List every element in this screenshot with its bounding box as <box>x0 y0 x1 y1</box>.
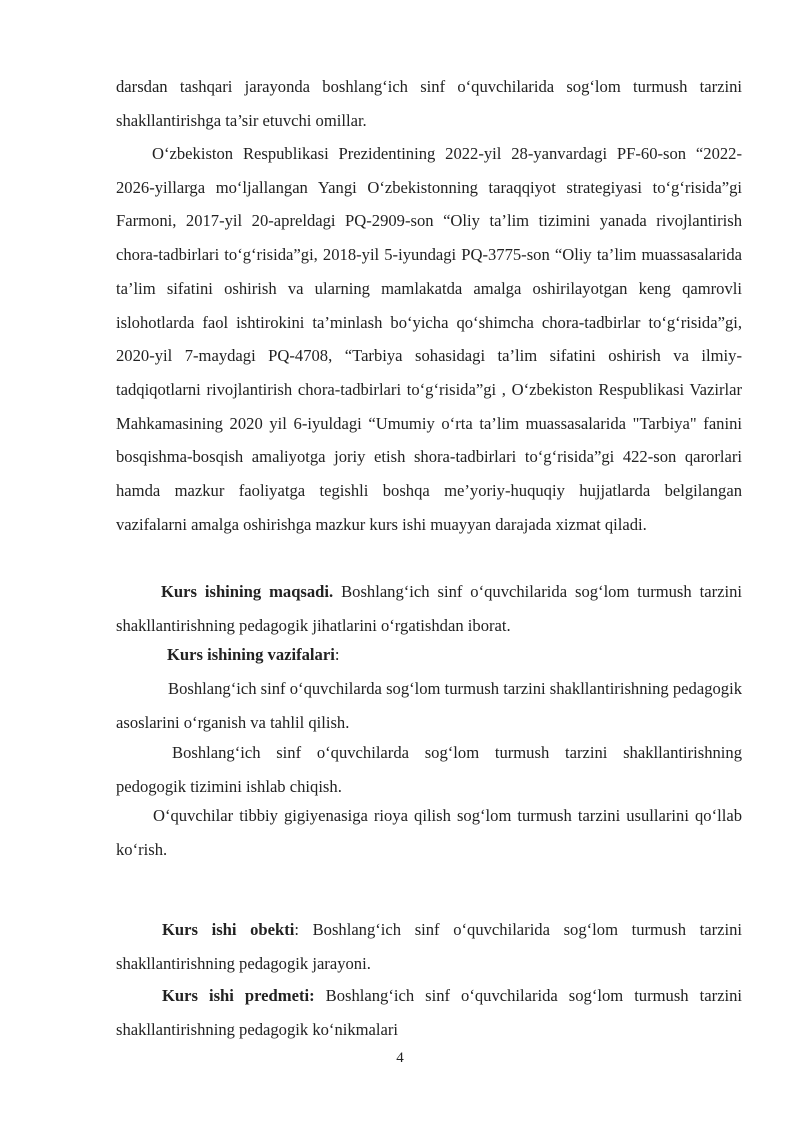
task-item-text: O‘quvchilar tibbiy gigiyenasiga rioya qilish sog‘lom turmush tarzini usullarini qo‘llab ko‘rish. <box>116 806 742 859</box>
goal-label: Kurs ishining maqsadi. <box>161 582 334 601</box>
goal-text: Boshlang‘ich sinf o‘quvchilarida sog‘lom turmush tarzini shakllantirishning pedagogik jihatlarini o‘rgatishdan iborat. <box>116 582 742 635</box>
object-label: Kurs ishi obekti <box>162 920 295 939</box>
subject-paragraph <box>116 979 742 1046</box>
task-item <box>116 799 742 866</box>
object-paragraph <box>116 913 742 980</box>
goal-paragraph <box>116 575 742 642</box>
task-item <box>116 736 742 803</box>
legal-basis-text: O‘zbekiston Respublikasi Prezidentining 2022-yil 28-yanvardagi PF-60-son “2022-2026-yillarga mo‘ljallangan Yangi O‘zbekistonning taraqqiyot strategiyasi to‘g‘risida”gi Farmoni, 2017-yil 20-apreldagi PQ-2909-son “Oliy ta’lim tizimini yanada rivojlantirish chora-tadbirlari to‘g‘risida”gi, 2018-yil 5-iyundagi PQ-3775-son “Oliy ta’lim muassasalarida ta’lim sifatini oshirish va ularning mamlakatda amalga oshirilayotgan keng qamrovli islohotlarda faol ishtirokini ta’minlash bo‘yicha qo‘shimcha chora-tadbirlar to‘g‘risida”gi, 2020-yil 7-maydagi PQ-4708, “Tarbiya sohasidagi ta’lim sifatini oshirish va ilmiy-tadqiqotlarni rivojlantirish chora-tadbirlari to‘g‘risida”gi , O‘zbekiston Respublikasi Vazirlar Mahkamasining 2020 yil 6-iyuldagi “Umumiy o‘rta ta’lim muassasalarida "Tarbiya" fanini bosqishma-bosqish amaliyotga joriy etish shora-tadbirlari to‘g‘risida”gi 422-son qarorlari hamda mazkur faoliyatga tegishli boshqa me’yoriy-huquqiy hujjatlarda belgilangan vazifalarni amalga oshirishga mazkur kurs ishi muayyan darajada xizmat qiladi. <box>116 144 742 534</box>
task-item-text: Boshlang‘ich sinf o‘quvchilarda sog‘lom turmush tarzini shakllantirishning pedogogik tizimini ishlab chiqish. <box>116 743 742 796</box>
task-item-text: Boshlang‘ich sinf o‘quvchilarda sog‘lom turmush tarzini shakllantirishning pedagogik asoslarini o‘rganish va tahlil qilish. <box>116 679 742 732</box>
subject-text: Boshlang‘ich sinf o‘quvchilarida sog‘lom turmush tarzini shakllantirishning pedagogik ko‘nikmalari <box>116 986 742 1039</box>
task-item <box>116 672 742 739</box>
tasks-label: Kurs ishining vazifalari <box>167 645 335 664</box>
tasks-colon: : <box>334 645 340 664</box>
intro-continuation-paragraph <box>116 70 742 137</box>
subject-label: Kurs ishi predmeti: <box>162 986 315 1005</box>
object-text: : Boshlang‘ich sinf o‘quvchilarida sog‘lom turmush tarzini shakllantirishning pedagogik jarayoni. <box>116 920 742 973</box>
tasks-heading <box>167 638 742 672</box>
page-number: 4 <box>396 1050 404 1066</box>
intro-continuation-text: darsdan tashqari jarayonda boshlang‘ich sinf o‘quvchilarida sog‘lom turmush tarzini shakllantirishga ta’sir etuvchi omillar. <box>116 77 742 130</box>
legal-basis-paragraph <box>116 137 742 541</box>
